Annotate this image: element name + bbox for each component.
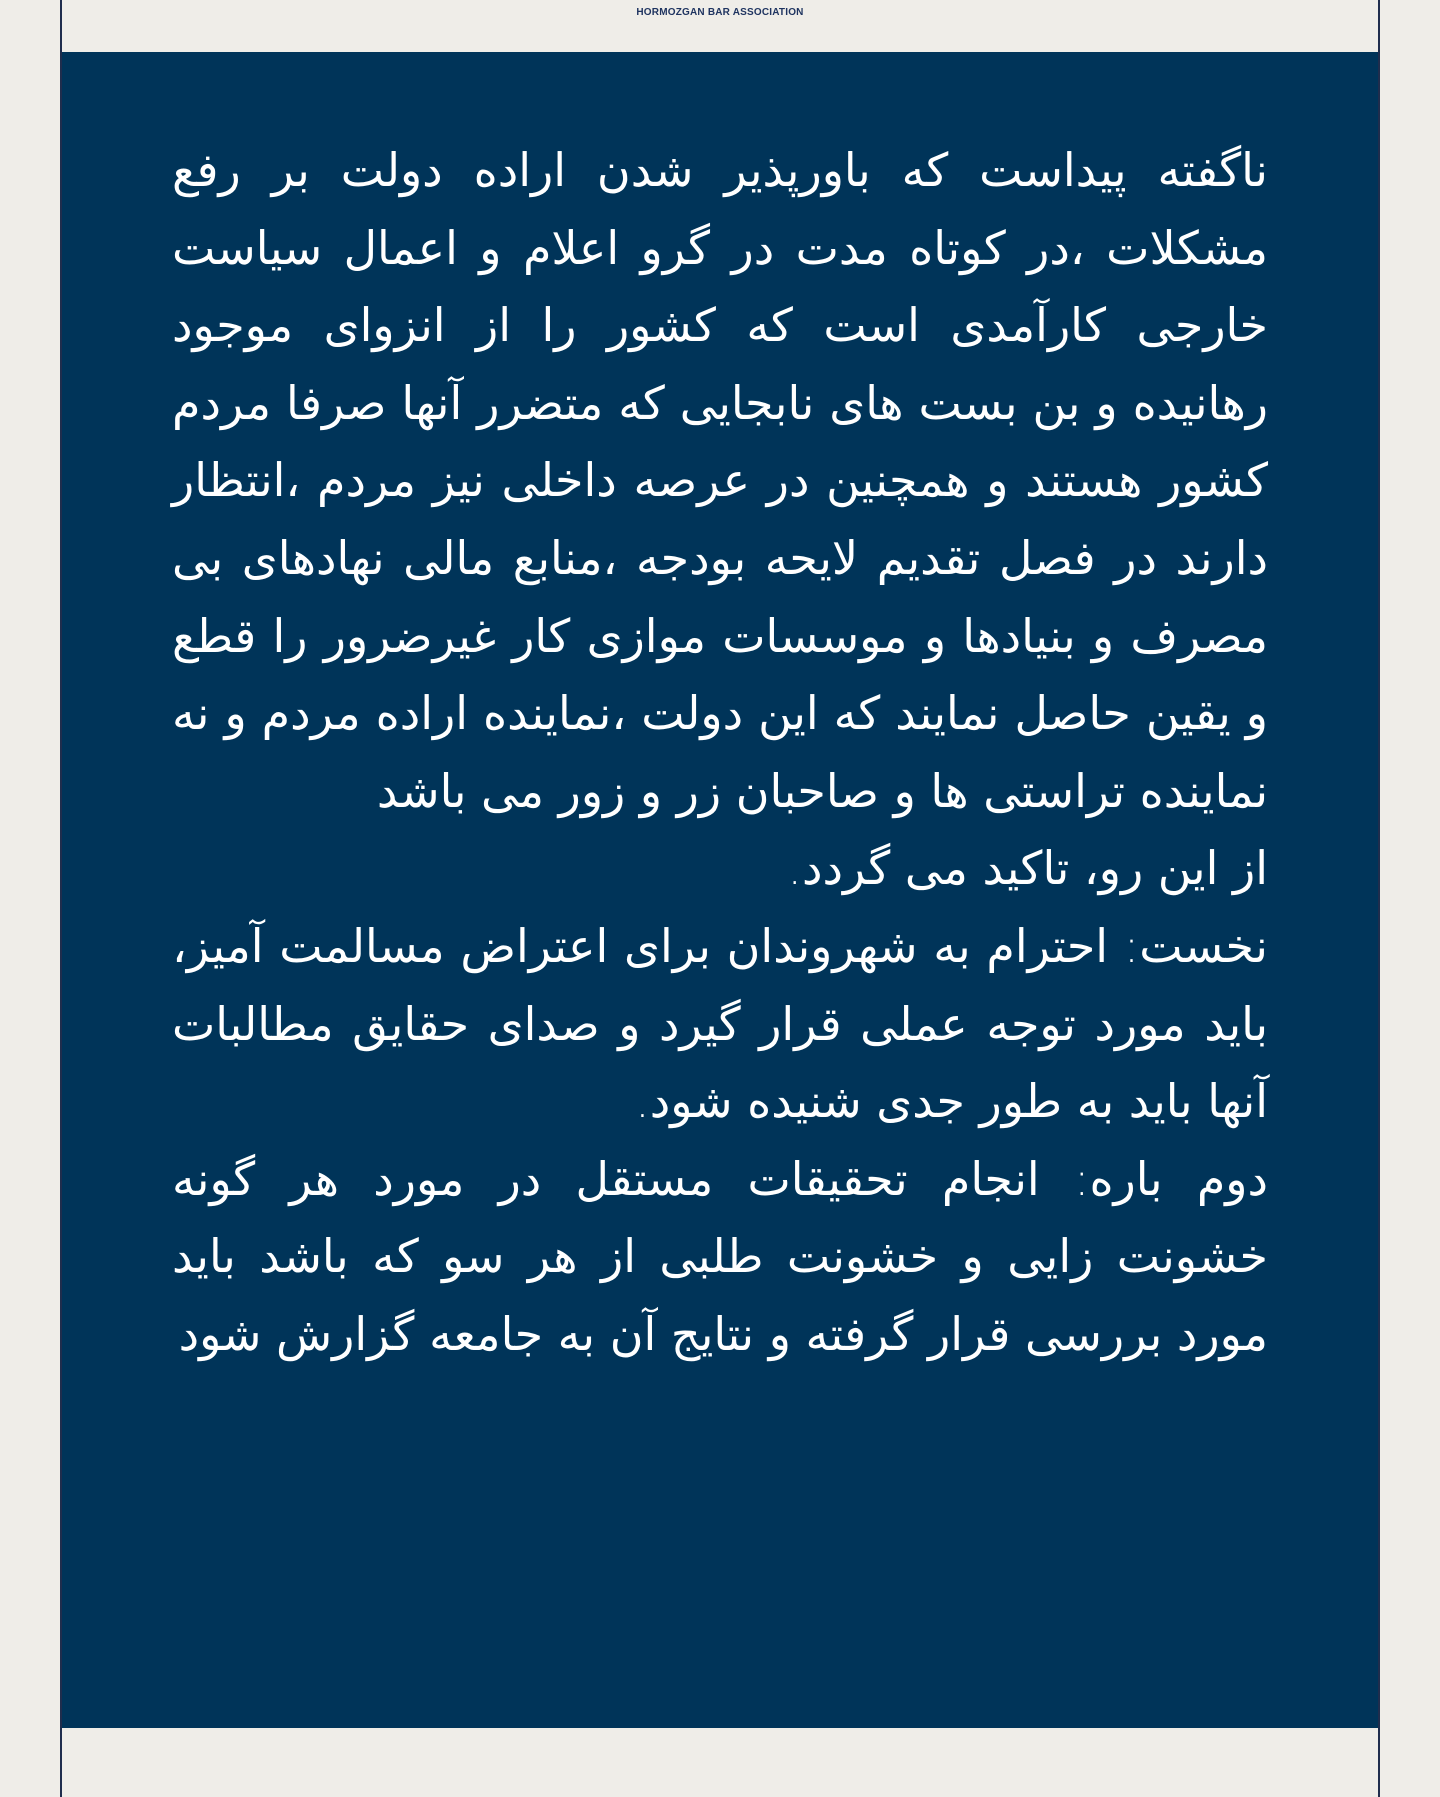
page-header: [62, 0, 1378, 52]
paragraph-second-demand: دوم باره: انجام تحقیقات مستقل در مورد هر گونه خشونت زایی و خشونت طلبی از هر سو که باشد باید مورد بررسی قرار گرفته و نتایج آن به جامعه گزارش شود: [172, 1151, 1268, 1361]
paragraph-intro: ناگفته پیداست که باورپذیر شدن اراده دولت بر رفع مشکلات ،در کوتاه مدت در گرو اعلام و اعمال سیاست خارجی کارآمدی است که کشور را از انزوای موجود رهانیده و بن بست های نابجایی که متضرر آنها صرفا مردم کشور هستند و همچنین در عرصه داخلی نیز مردم ،انتظار دارند در فصل تقدیم لایحه بودجه ،منابع مالی نهادهای بی مصرف و بنیادها و موسسات موازی کار غیرضرور را قطع و یقین حاصل نمایند که این دولت ،نماینده اراده مردم و نه نماینده تراستی ها و صاحبان زر و زور می باشد: [172, 143, 1268, 818]
paragraph-first-demand: نخست: احترام به شهروندان برای اعتراض مسالمت آمیز، باید مورد توجه عملی قرار گیرد و صدای حقایق مطالبات آنها باید به طور جدی شنیده شود.: [172, 918, 1268, 1129]
organization-name: HORMOZGAN BAR ASSOCIATION: [636, 7, 804, 18]
paragraph-emphasis: از این رو، تاکید می گردد.: [787, 841, 1268, 896]
statement-panel: [62, 52, 1378, 1728]
statement-text: [172, 132, 1268, 1374]
right-frame-line: [1378, 0, 1380, 1797]
